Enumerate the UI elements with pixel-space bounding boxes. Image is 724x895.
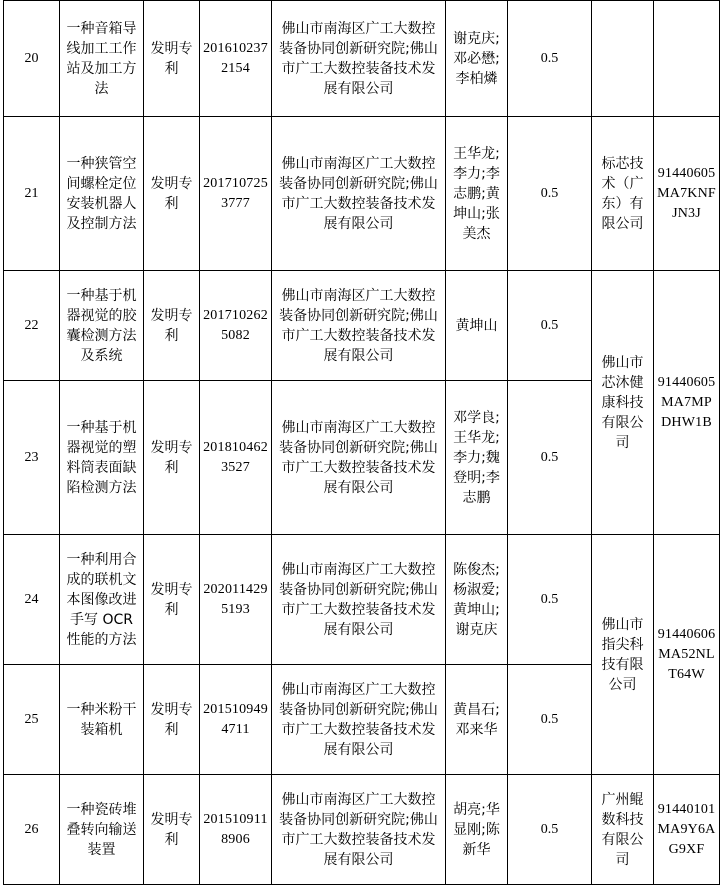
application-number: 2016102372154 (200, 1, 272, 117)
row-number: 24 (4, 535, 60, 665)
share-ratio: 0.5 (508, 665, 592, 775)
patent-name: 一种音箱导线加工工作站及加工方法 (60, 1, 144, 117)
application-number: 2015109118906 (200, 775, 272, 885)
application-number: 2018104623527 (200, 381, 272, 535)
application-number: 2017102625082 (200, 271, 272, 381)
application-number: 2020114295193 (200, 535, 272, 665)
patent-holder: 佛山市南海区广工大数控装备协同创新研究院;佛山市广工大数控装备技术发展有限公司 (272, 117, 446, 271)
share-ratio: 0.5 (508, 535, 592, 665)
patent-type: 发明专利 (144, 775, 200, 885)
assignee-name: 佛山市指尖科技有限公司 (592, 535, 654, 775)
share-ratio: 0.5 (508, 775, 592, 885)
share-ratio: 0.5 (508, 271, 592, 381)
table-row (4, 117, 720, 271)
assignee-name: 标芯技术（广东）有限公司 (592, 117, 654, 271)
row-number: 25 (4, 665, 60, 775)
share-ratio: 0.5 (508, 1, 592, 117)
share-ratio: 0.5 (508, 117, 592, 271)
assignee-name: 广州鲲数科技有限公司 (592, 775, 654, 885)
patent-holder: 佛山市南海区广工大数控装备协同创新研究院;佛山市广工大数控装备技术发展有限公司 (272, 1, 446, 117)
patent-type: 发明专利 (144, 271, 200, 381)
inventors: 王华龙;李力;李志鹏;黄坤山;张美杰 (446, 117, 508, 271)
inventors: 陈俊杰;杨淑爱;黄坤山;谢克庆 (446, 535, 508, 665)
patent-name: 一种米粉干装箱机 (60, 665, 144, 775)
patent-name: 一种基于机器视觉的塑料筒表面缺陷检测方法 (60, 381, 144, 535)
patent-name: 一种基于机器视觉的胶囊检测方法及系统 (60, 271, 144, 381)
patent-type: 发明专利 (144, 117, 200, 271)
inventors: 黄昌石;邓来华 (446, 665, 508, 775)
patent-type: 发明专利 (144, 1, 200, 117)
patent-holder: 佛山市南海区广工大数控装备协同创新研究院;佛山市广工大数控装备技术发展有限公司 (272, 271, 446, 381)
row-number: 22 (4, 271, 60, 381)
row-number: 23 (4, 381, 60, 535)
share-ratio: 0.5 (508, 381, 592, 535)
row-number: 21 (4, 117, 60, 271)
row-number: 20 (4, 1, 60, 117)
assignee-name (592, 1, 654, 117)
patent-name: 一种利用合成的联机文本图像改进手写 OCR 性能的方法 (60, 535, 144, 665)
patent-holder: 佛山市南海区广工大数控装备协同创新研究院;佛山市广工大数控装备技术发展有限公司 (272, 665, 446, 775)
inventors: 黄坤山 (446, 271, 508, 381)
patent-name: 一种瓷砖堆叠转向输送装置 (60, 775, 144, 885)
inventors: 胡亮;华显刚;陈新华 (446, 775, 508, 885)
credit-code: 91440605MA7MPDHW1B (654, 271, 720, 535)
table-row (4, 271, 720, 381)
inventors: 邓学良;王华龙;李力;魏登明;李志鹏 (446, 381, 508, 535)
table-row (4, 1, 720, 117)
inventors: 谢克庆;邓必懋;李柏燐 (446, 1, 508, 117)
credit-code: 91440606MA52NLT64W (654, 535, 720, 775)
credit-code (654, 1, 720, 117)
patent-holder: 佛山市南海区广工大数控装备协同创新研究院;佛山市广工大数控装备技术发展有限公司 (272, 775, 446, 885)
credit-code: 91440605MA7KNFJN3J (654, 117, 720, 271)
patent-type: 发明专利 (144, 381, 200, 535)
credit-code: 91440101MA9Y6AG9XF (654, 775, 720, 885)
patent-name: 一种狭管空间螺栓定位安装机器人及控制方法 (60, 117, 144, 271)
patent-holder: 佛山市南海区广工大数控装备协同创新研究院;佛山市广工大数控装备技术发展有限公司 (272, 381, 446, 535)
patent-type: 发明专利 (144, 535, 200, 665)
row-number: 26 (4, 775, 60, 885)
application-number: 2017107253777 (200, 117, 272, 271)
patent-holder: 佛山市南海区广工大数控装备协同创新研究院;佛山市广工大数控装备技术发展有限公司 (272, 535, 446, 665)
patent-type: 发明专利 (144, 665, 200, 775)
patent-transfer-table (3, 0, 720, 885)
table-row (4, 535, 720, 665)
assignee-name: 佛山市芯沐健康科技有限公司 (592, 271, 654, 535)
application-number: 2015109494711 (200, 665, 272, 775)
table-row (4, 775, 720, 885)
